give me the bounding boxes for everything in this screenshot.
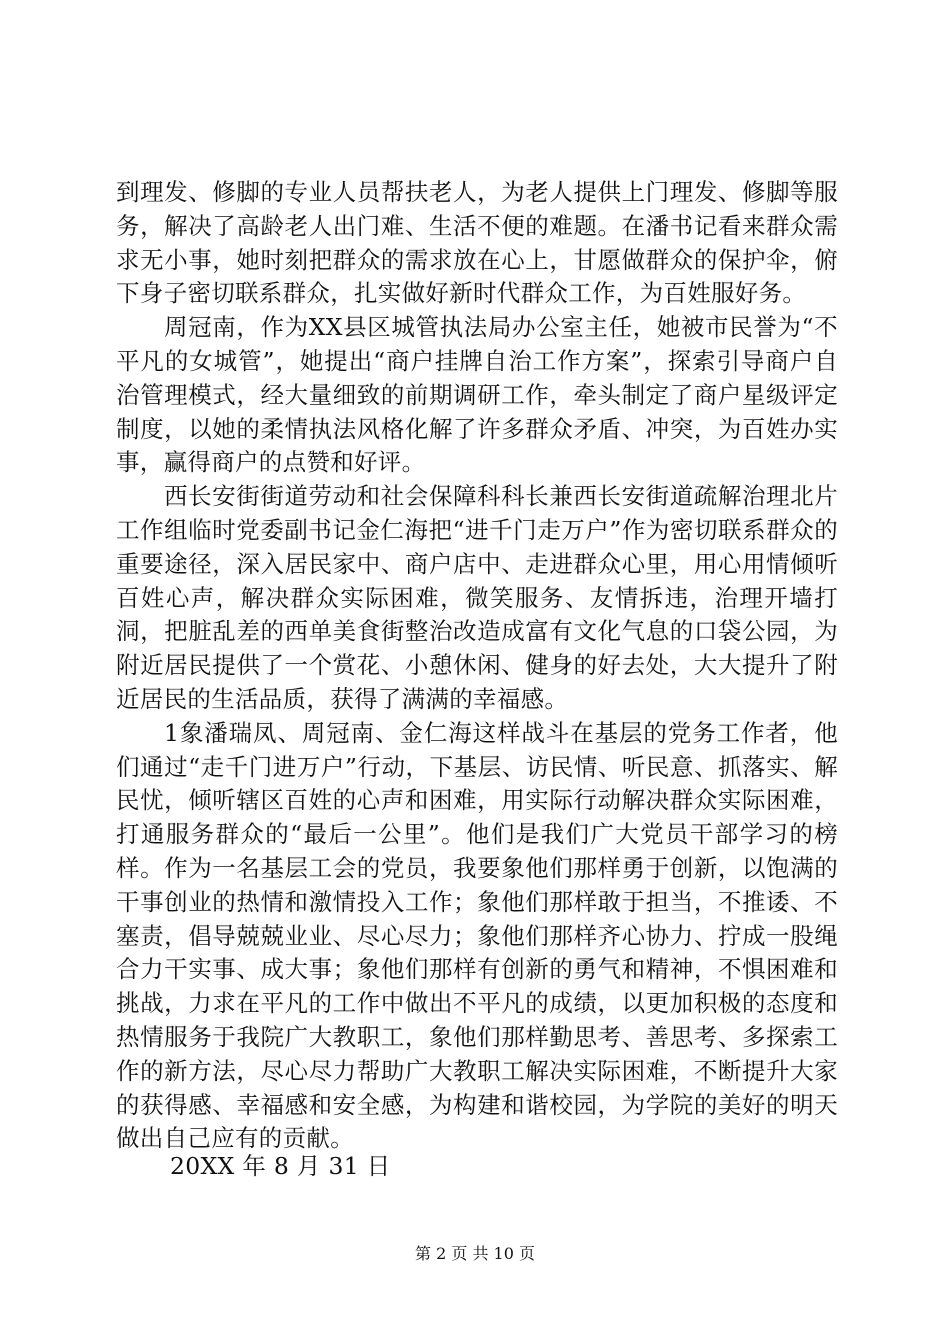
paragraph-3: 西长安街街道劳动和社会保障科科长兼西长安街道疏解治理北片工作组临时党委副书记金仁海把“进千门走万户”作为密切联系群众的重要途径，深入居民家中、商户店中、走进群众心里，用心用情倾听百姓心声，解决群众实际困难，微笑服务、友情拆违，治理开墙打洞，把脏乱差的西单美食街整治改造成富有文化气息的口袋公园，为附近居民提供了一个赏花、小憩休闲、健身的好去处，大大提升了附近居民的生活品质，获得了满满的幸福感。	[116, 482, 838, 713]
paragraph-1: 到理发、修脚的专业人员帮扶老人，为老人提供上门理发、修脚等服务，解决了高龄老人出门难、生活不便的难题。在潘书记看来群众需求无小事，她时刻把群众的需求放在心上，甘愿做群众的保护伞，俯下身子密切联系群众，扎实做好新时代群众工作，为百姓服好务。	[116, 178, 838, 308]
page-footer: 第 2 页 共 10 页	[415, 1244, 535, 1263]
document-date: 20XX 年 8 月 31 日	[170, 1152, 391, 1180]
document-body	[116, 176, 838, 1156]
paragraph-4: 1象潘瑞凤、周冠南、金仁海这样战斗在基层的党务工作者，他们通过“走千门进万户”行动，下基层、访民情、听民意、抓落实、解民忧，倾听辖区百姓的心声和困难，用实际行动解决群众实际困难，打通服务群众的“最后一公里”。他们是我们广大党员干部学习的榜样。作为一名基层工会的党员，我要象他们那样勇于创新，以饱满的干事创业的热情和激情投入工作；象他们那样敢于担当，不推诿、不塞责，倡导兢兢业业、尽心尽力；象他们那样齐心协力、拧成一股绳合力干实事、成大事；象他们那样有创新的勇气和精神，不惧困难和挑战，力求在平凡的工作中做出不平凡的成绩，以更加积极的态度和热情服务于我院广大教职工，象他们那样勤思考、善思考、多探索工作的新方法，尽心尽力帮助广大教职工解决实际困难，不断提升大家的获得感、幸福感和安全感，为构建和谐校园，为学院的美好的明天做出自己应有的贡献。	[116, 718, 838, 1153]
paragraph-2: 周冠南，作为XX县区城管执法局办公室主任，她被市民誉为“不平凡的女城管”，她提出“商户挂牌自治工作方案”，探索引导商户自治管理模式，经大量细致的前期调研工作，牵头制定了商户星级评定制度，以她的柔情执法风格化解了许多群众矛盾、冲突，为百姓办实事，赢得商户的点赞和好评。	[116, 313, 838, 477]
